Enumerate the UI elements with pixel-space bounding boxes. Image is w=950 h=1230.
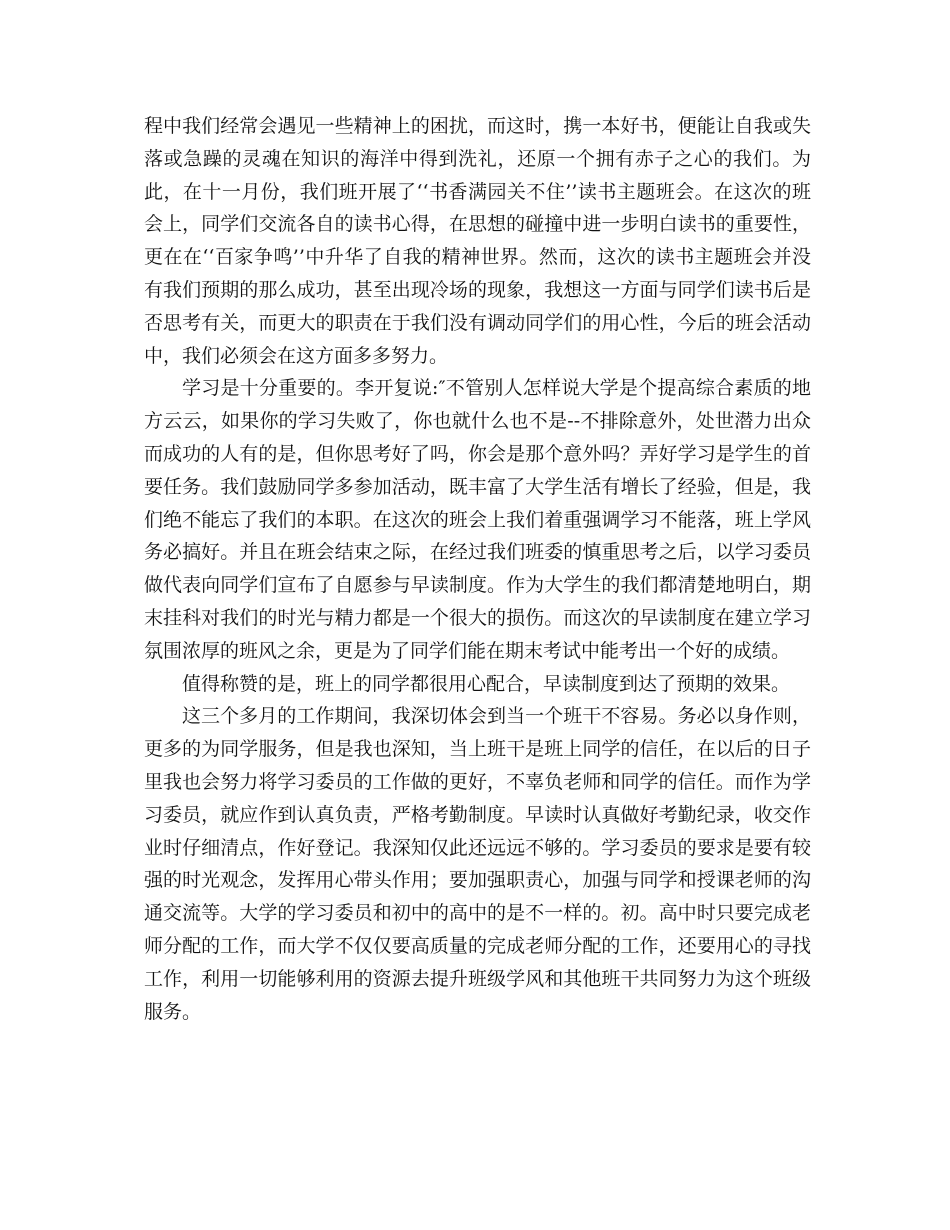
paragraph-reflection: 这三个多月的工作期间，我深切体会到当一个班干不容易。务必以身作则，更多的为同学服务，但是我也深知，当上班干是班上同学的信任，在以后的日子里我也会努力将学习委员的工作做的更好，不辜负老师和同学的信任。而作为学习委员，就应作到认真负责，严格考勤制度。早读时认真做好考勤纪录，收交作业时仔细清点，作好登记。我深知仅此还远远不够的。学习委员的要求是要有较强的时光观念，发挥用心带头作用；要加强职责心，加强与同学和授课老师的沟通交流等。大学的学习委员和初中的高中的是不一样的。初。高中时只要完成老师分配的工作，而大学不仅仅要高质量的完成老师分配的工作，还要用心的寻找工作，利用一切能够利用的资源去提升班级学风和其他班干共同努力为这个班级服务。 xyxy=(144,705,811,1023)
document-body xyxy=(144,110,811,1028)
paragraph-praise: 值得称赞的是，班上的同学都很用心配合，早读制度到达了预期的效果。 xyxy=(182,672,791,695)
paragraph-continuation: 程中我们经常会遇见一些精神上的困扰，而这时，携一本好书，便能让自我或失落或急躁的灵魂在知识的海洋中得到洗礼，还原一个拥有赤子之心的我们。为此，在十一月份，我们班开展了‘‘书香满园关不住’’读书主题班会。在这次的班会上，同学们交流各自的读书心得，在思想的碰撞中进一步明白读书的重要性，更在在‘‘百家争鸣’’中升华了自我的精神世界。然而，这次的读书主题班会并没有我们预期的那么成功，甚至出现冷场的现象，我想这一方面与同学们读书后是否思考有关，而更大的职责在于我们没有调动同学们的用心性，今后的班会活动中，我们必须会在这方面多多努力。 xyxy=(144,115,811,367)
paragraph-study-importance: 学习是十分重要的。李开复说:″不管别人怎样说大学是个提高综合素质的地方云云，如果你的学习失败了，你也就什么也不是--不排除意外，处世潜力出众而成功的人有的是，但你思考好了吗，你会是那个意外吗？弄好学习是学生的首要任务。我们鼓励同学多参加活动，既丰富了大学生活有增长了经验，但是，我们绝不能忘了我们的本职。在这次的班会上我们着重强调学习不能落，班上学风务必搞好。并且在班会结束之际，在经过我们班委的慎重思考之后，以学习委员做代表向同学们宣布了自愿参与早读制度。作为大学生的我们都清楚地明白，期末挂科对我们的时光与精力都是一个很大的损伤。而这次的早读制度在建立学习氛围浓厚的班风之余，更是为了同学们能在期末考试中能考出一个好的成绩。 xyxy=(144,377,811,662)
